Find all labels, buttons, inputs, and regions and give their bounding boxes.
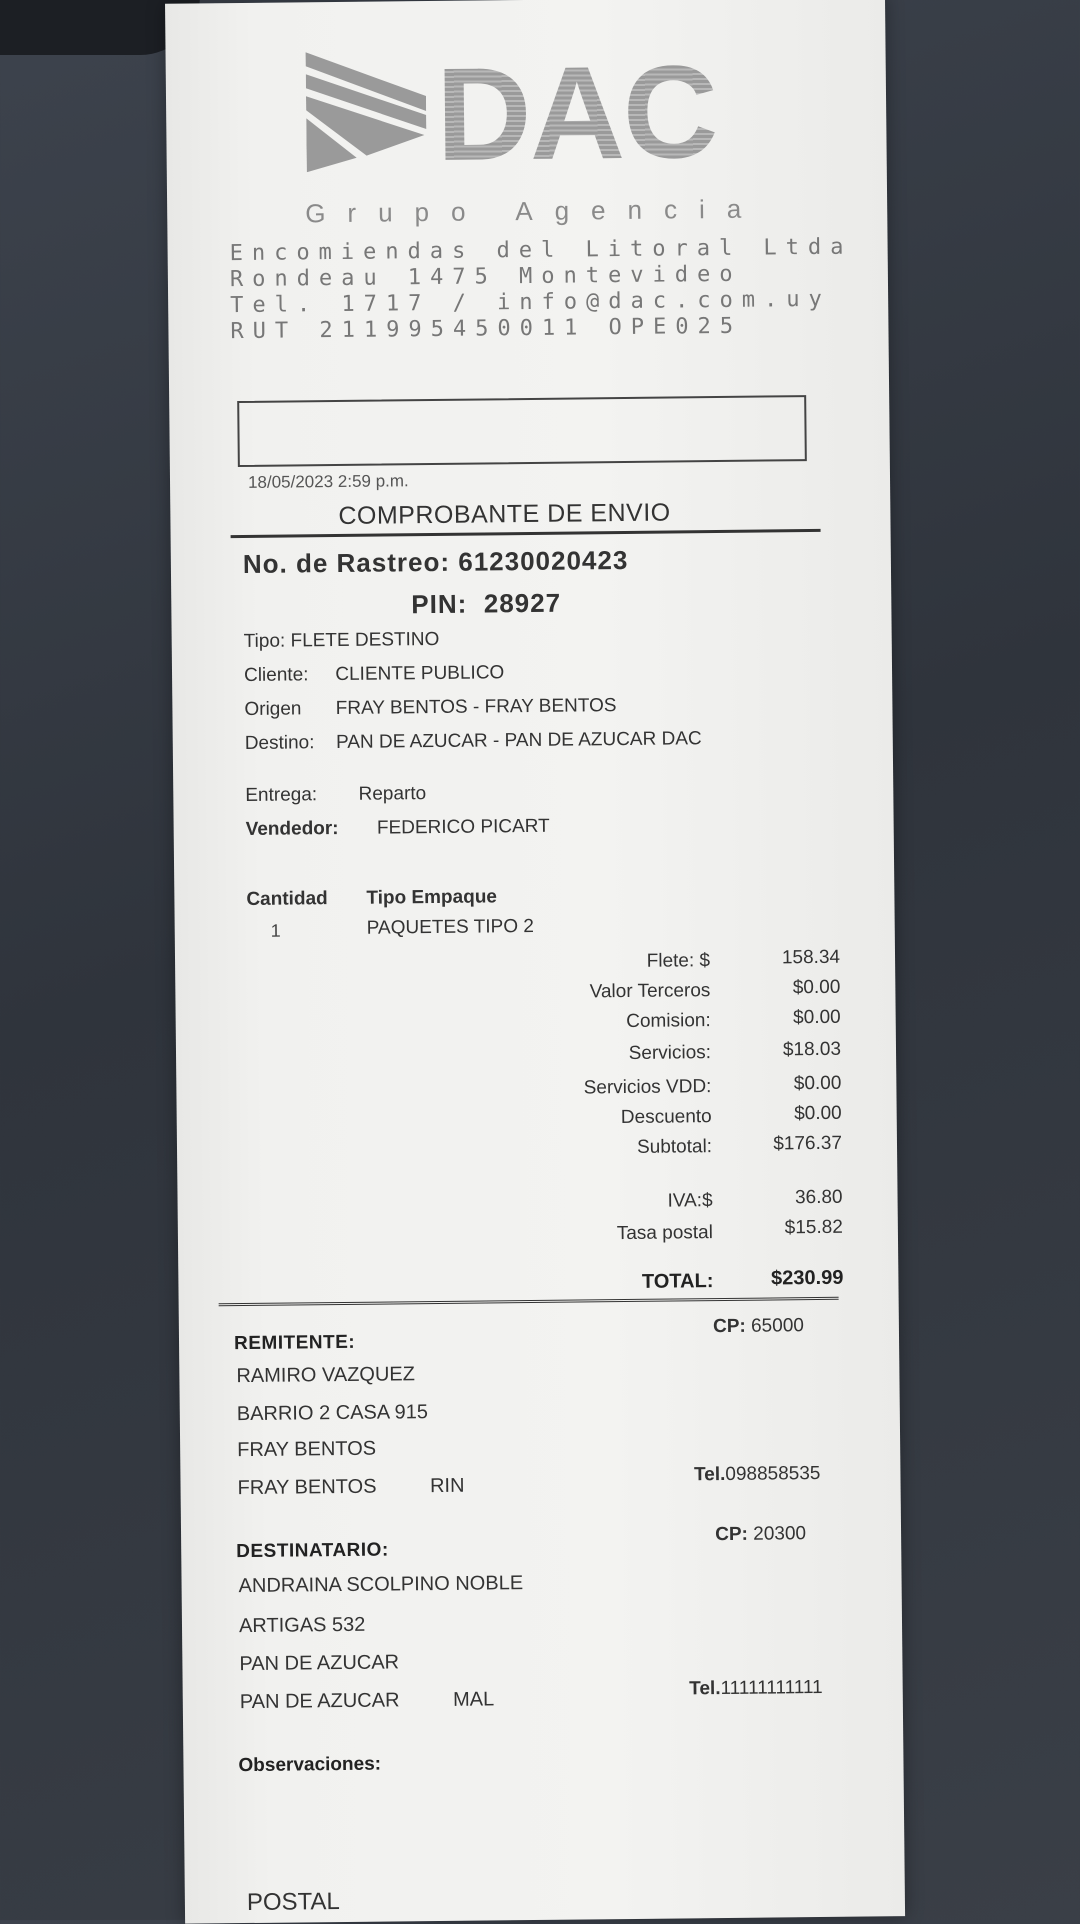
total-value: $18.03	[782, 1038, 842, 1061]
detail-label: Tipo:	[243, 630, 286, 652]
sender-city-line	[237, 1475, 464, 1500]
detail-entrega	[245, 783, 426, 807]
cp-label: CP:	[712, 1315, 746, 1338]
blank-box	[237, 395, 807, 467]
recipient-heading: DESTINATARIO:	[236, 1539, 389, 1563]
detail-value: CLIENTE PUBLICO	[335, 662, 505, 686]
receipt-title: COMPROBANTE DE ENVIO	[338, 498, 671, 530]
sender-city: FRAY BENTOS	[237, 1437, 377, 1462]
dac-logo-icon	[306, 51, 427, 172]
iva-value: 36.80	[794, 1186, 843, 1209]
detail-label: Destino:	[244, 732, 315, 754]
detail-value: FLETE DESTINO	[290, 628, 440, 652]
divider	[231, 529, 821, 538]
tracking-number: 61230020423	[458, 544, 629, 577]
company-address: Rondeau 1475 Montevideo	[229, 261, 742, 293]
recipient-city: PAN DE AZUCAR	[239, 1651, 400, 1676]
total-label: Comision:	[626, 1010, 711, 1032]
recipient-address: ARTIGAS 532	[238, 1613, 366, 1638]
detail-tipo	[244, 629, 440, 653]
detail-label: Entrega:	[245, 784, 318, 806]
qty-header: Cantidad	[246, 888, 328, 910]
grand-total-value: $230.99	[770, 1266, 844, 1290]
tracking-row	[243, 545, 629, 580]
total-value: $0.00	[793, 1006, 841, 1029]
grand-total-label: TOTAL:	[641, 1270, 714, 1293]
cp-label: CP:	[715, 1523, 749, 1546]
tasa-postal-value: $15.82	[784, 1216, 843, 1239]
sender-dept: RIN	[429, 1474, 465, 1498]
sender-tel	[694, 1463, 821, 1486]
subtotal-value: $176.37	[773, 1132, 843, 1155]
recipient-cp	[715, 1523, 806, 1546]
observations-label: Observaciones:	[238, 1753, 382, 1777]
package-type-value: PAQUETES TIPO 2	[366, 915, 534, 939]
detail-origen	[244, 695, 616, 721]
detail-destino	[245, 728, 702, 755]
logo-text: DAC	[435, 38, 717, 188]
tel-value: 098858535	[725, 1462, 821, 1485]
total-value: 158.34	[781, 946, 841, 969]
package-type-header: Tipo Empaque	[366, 886, 498, 909]
sender-heading: REMITENTE:	[233, 1331, 356, 1355]
total-label: Valor Terceros	[589, 980, 711, 1003]
total-label: Flete: $	[646, 950, 711, 972]
sender-address: BARRIO 2 CASA 915	[236, 1401, 429, 1426]
detail-value: PAN DE AZUCAR - PAN DE AZUCAR DAC	[335, 728, 702, 754]
tel-label: Tel.	[689, 1678, 721, 1700]
total-value: $0.00	[792, 976, 841, 999]
detail-value: Reparto	[358, 783, 427, 805]
tel-value: 11111111111	[720, 1676, 823, 1700]
recipient-tel	[689, 1677, 823, 1700]
recipient-dept: MAL	[452, 1688, 495, 1711]
company-rut: RUT 211995450011 OPE025	[230, 313, 743, 345]
logo-subtitle: Grupo Agencia	[305, 193, 764, 229]
total-value: $0.00	[794, 1102, 842, 1125]
tracking-label: No. de Rastreo:	[242, 546, 451, 579]
pin-value: 28927	[483, 587, 562, 619]
cp-value: 65000	[750, 1315, 805, 1337]
qty-value: 1	[270, 920, 281, 941]
sender-name: RAMIRO VAZQUEZ	[236, 1363, 416, 1388]
total-label: Servicios:	[628, 1042, 712, 1064]
recipient-name: ANDRAINA SCOLPINO NOBLE	[238, 1572, 524, 1598]
detail-label: Cliente:	[243, 664, 309, 686]
subtotal-label: Subtotal:	[636, 1136, 713, 1158]
postal-footer: POSTAL	[246, 1888, 340, 1917]
detail-label: Vendedor:	[245, 817, 339, 840]
detail-value: FEDERICO PICART	[376, 815, 550, 839]
iva-label: IVA:$	[667, 1190, 713, 1212]
total-label: Servicios VDD:	[583, 1076, 712, 1099]
divider	[219, 1297, 839, 1306]
tasa-postal-label: Tasa postal	[616, 1222, 714, 1245]
company-contact: Tel. 1717 / info@dac.com.uy	[230, 286, 831, 319]
detail-vendedor	[246, 816, 550, 841]
tel-label: Tel.	[693, 1463, 726, 1486]
company-name: Encomiendas del Litoral Ltda	[229, 234, 853, 267]
detail-value: FRAY BENTOS - FRAY BENTOS	[335, 695, 617, 720]
detail-label: Origen	[244, 698, 302, 720]
recipient-city2: PAN DE AZUCAR	[239, 1689, 400, 1714]
receipt-datetime: 18/05/2023 2:59 p.m.	[247, 471, 409, 492]
sender-cp	[713, 1315, 804, 1338]
detail-cliente	[244, 662, 504, 687]
shipping-receipt	[165, 0, 905, 1924]
recipient-city-line	[240, 1688, 495, 1714]
pin-row	[411, 588, 561, 621]
cp-value: 20300	[753, 1523, 807, 1545]
total-label: Descuento	[620, 1106, 712, 1129]
sender-city2: FRAY BENTOS	[237, 1475, 377, 1500]
pin-label: PIN:	[411, 588, 468, 620]
total-value: $0.00	[793, 1072, 842, 1095]
